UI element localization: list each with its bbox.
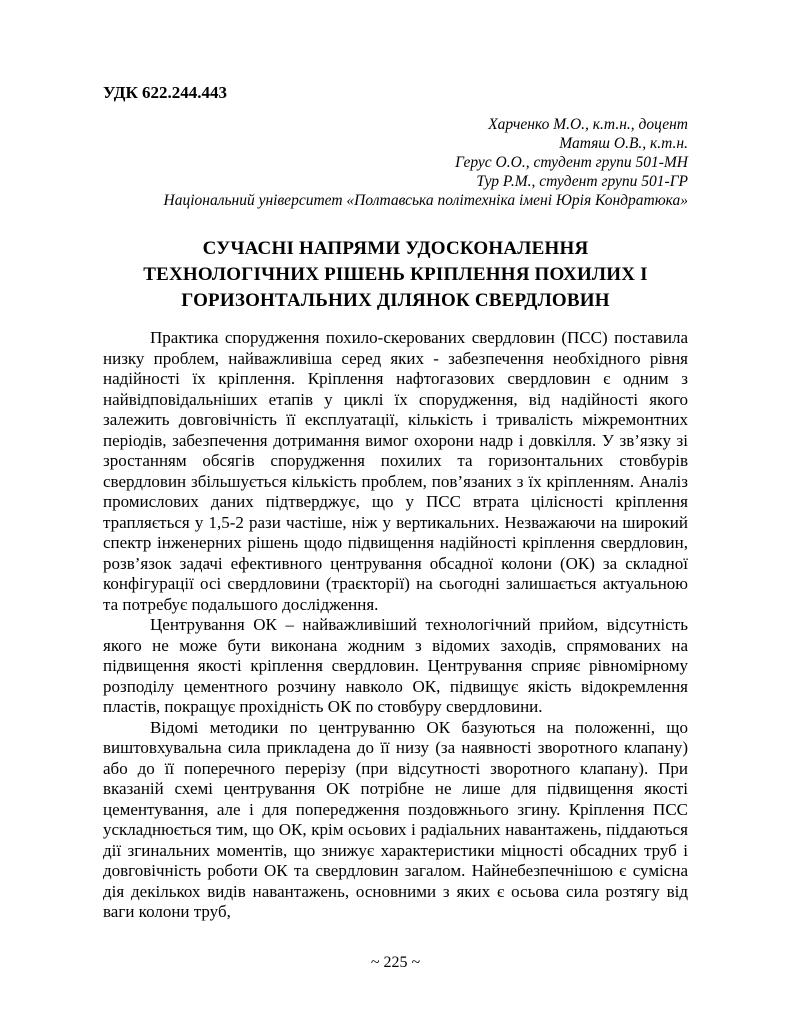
author-line: Тур Р.М., студент групи 501-ГР bbox=[476, 173, 688, 190]
article-body bbox=[103, 328, 688, 923]
paragraph: Центрування ОК – найважливіший технологічний прийом, відсутність якого не може бути виконана жодним з відомих заходів, спрямованих на підвищення якості кріплення свердловин. Центрування сприяє рівномірному розподілу цементного розчину навколо ОК, підвищує якість відокремлення пластів, покращує прохідність ОК по стовбуру свердловини. bbox=[103, 615, 688, 716]
paper-title-line: ТЕХНОЛОГІЧНИХ РІШЕНЬ КРІПЛЕННЯ ПОХИЛИХ І bbox=[143, 264, 648, 285]
udc-code: УДК 622.244.443 bbox=[103, 83, 228, 102]
paper-title bbox=[103, 236, 688, 314]
paper-title-line: ГОРИЗОНТАЛЬНИХ ДІЛЯНОК СВЕРДЛОВИН bbox=[181, 290, 610, 311]
paper-title-line: СУЧАСНІ НАПРЯМИ УДОСКОНАЛЕННЯ bbox=[202, 238, 589, 259]
author-line: Матяш О.В., к.т.н. bbox=[559, 135, 688, 152]
paragraph: Практика спорудження похило-скерованих свердловин (ПСС) поставила низку проблем, найважливіша серед яких - забезпечення необхідного рівня надійності їх кріплення. Кріплення нафтогазових свердловин є одним з найвідповідальніших етапів у циклі їх спорудження, від надійності якого залежить довговічність її експлуатації, кількість і тривалість міжремонтних періодів, забезпечення дотримання вимог охорони надр і довкілля. У зв’язку зі зростанням обсягів спорудження похилих та горизонтальних стовбурів свердловин збільшується кількість проблем, пов’язаних з їх кріпленням. Аналіз промислових даних підтверджує, що у ПСС втрата цілісності кріплення трапляється у 1,5-2 рази частіше, ніж у вертикальних. Незважаючи на широкий спектр інженерних рішень щодо підвищення надійності кріплення свердловин, розв’язок задачі ефективного центрування обсадної колони (ОК) за складної конфігурації осі свердловини (траєкторії) на сьогодні залишається актуальною та потребує подальшого дослідження. bbox=[103, 328, 688, 614]
page-number: ~ 225 ~ bbox=[370, 954, 421, 971]
affiliation: Національний університет «Полтавська політехніка імені Юрія Кондратюка» bbox=[163, 192, 688, 209]
author-line: Герус О.О., студент групи 501-МН bbox=[455, 154, 688, 171]
author-line: Харченко М.О., к.т.н., доцент bbox=[488, 116, 688, 133]
paragraph: Відомі методики по центруванню ОК базуються на положенні, що виштовхувальна сила прикладена до її низу (за наявності зворотного клапану) або до її поперечного перерізу (при відсутності зворотного клапану). При вказаній схемі центрування ОК потрібне не лише для підвищення якості цементування, але і для попередження поздовжнього згину. Кріплення ПСС ускладнюється тим, що ОК, крім осьових і радіальних навантажень, піддаються дії згинальних моментів, що знижує характеристики міцності обсадних труб і довговічність роботи ОК та свердловин загалом. Найнебезпечнішою є сумісна дія декількох видів навантажень, основними з яких є осьова сила розтягу від ваги колони труб, bbox=[103, 717, 688, 921]
authors-block bbox=[103, 115, 688, 210]
